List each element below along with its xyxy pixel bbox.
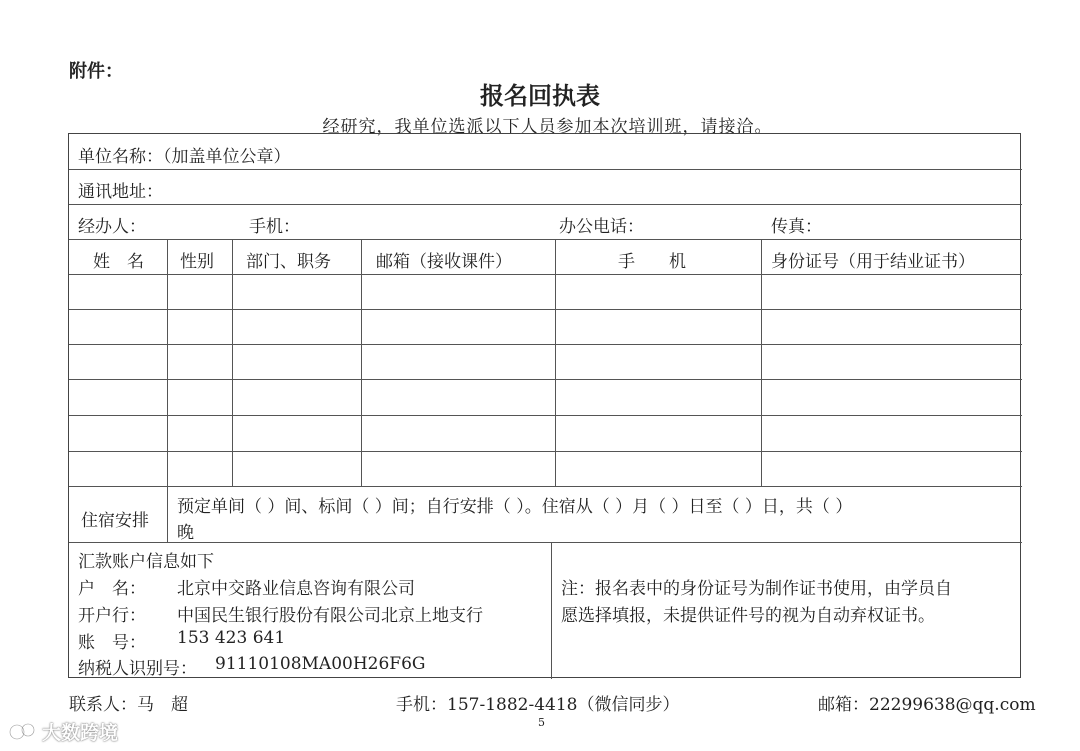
column-divider: [761, 239, 762, 486]
bank-branch-label: 开户行：: [78, 606, 146, 626]
lodging-text: 预定单间（ ）间、标间（ ）间；自行安排（ ）。住宿从（ ）月（ ）日至（ ）日，共（ ）: [177, 497, 853, 517]
bank-branch-value: 中国民生银行股份有限公司北京上地支行: [177, 606, 483, 626]
bank-heading: 汇款账户信息如下: [78, 552, 214, 572]
row-divider: [69, 542, 1022, 543]
account-name-label: 户 名：: [78, 579, 146, 599]
office-phone-field: 办公电话：: [559, 217, 644, 237]
column-divider: [232, 239, 233, 486]
column-header-department: 部门、职务: [246, 252, 331, 272]
row-divider: [69, 274, 1022, 275]
row-divider: [69, 486, 1022, 487]
account-number-value: 153 423 641: [177, 628, 286, 648]
column-divider: [555, 239, 556, 486]
column-divider: [551, 542, 552, 679]
contact-email: 邮箱：22299638@qq.com: [818, 695, 1036, 715]
mobile-field: 手机：: [249, 217, 300, 237]
row-divider: [69, 169, 1022, 170]
fax-field: 传真：: [771, 217, 822, 237]
handler-field: 经办人：: [78, 217, 146, 237]
row-divider: [69, 344, 1022, 345]
page-number: 5: [538, 716, 545, 729]
attachment-label: 附件：: [69, 61, 123, 82]
note-line-2: 愿选择填报，未提供证件号的视为自动弃权证书。: [561, 606, 935, 626]
watermark: [8, 718, 118, 745]
column-divider: [361, 239, 362, 486]
row-divider: [69, 379, 1022, 380]
address-field: 通讯地址：: [78, 182, 163, 202]
logo-icon: [8, 721, 38, 743]
account-name-value: 北京中交路业信息咨询有限公司: [177, 579, 415, 599]
row-divider: [69, 309, 1022, 310]
watermark-text: 大数跨境: [42, 722, 119, 744]
unit-name-field: 单位名称：（加盖单位公章）: [78, 147, 291, 167]
row-divider: [69, 239, 1022, 240]
row-divider: [69, 451, 1022, 452]
row-divider: [69, 204, 1022, 205]
column-header-mobile: 手 机: [618, 252, 686, 272]
contact-phone: 手机：157-1882-4418（微信同步）: [396, 695, 680, 715]
column-header-gender: 性别: [180, 252, 214, 272]
column-divider: [167, 239, 168, 542]
lodging-label: 住宿安排: [81, 511, 149, 531]
page-title: 报名回执表: [480, 82, 600, 110]
column-header-id-number: 身份证号（用于结业证书）: [771, 252, 975, 272]
contact-person: 联系人：马 超: [69, 695, 188, 715]
tax-id-label: 纳税人识别号：: [78, 659, 197, 679]
page-subtitle: 经研究，我单位选派以下人员参加本次培训班，请接洽。: [322, 117, 773, 137]
registration-form: [68, 133, 1021, 678]
tax-id-value: 91110108MA00H26F6G: [215, 654, 426, 674]
column-header-name: 姓 名: [93, 252, 144, 272]
account-number-label: 账 号：: [78, 633, 146, 653]
row-divider: [69, 415, 1022, 416]
lodging-text-cont: 晚: [177, 523, 194, 543]
note-line-1: 注：报名表中的身份证号为制作证书使用，由学员自: [561, 579, 952, 599]
column-header-email: 邮箱（接收课件）: [376, 252, 512, 272]
